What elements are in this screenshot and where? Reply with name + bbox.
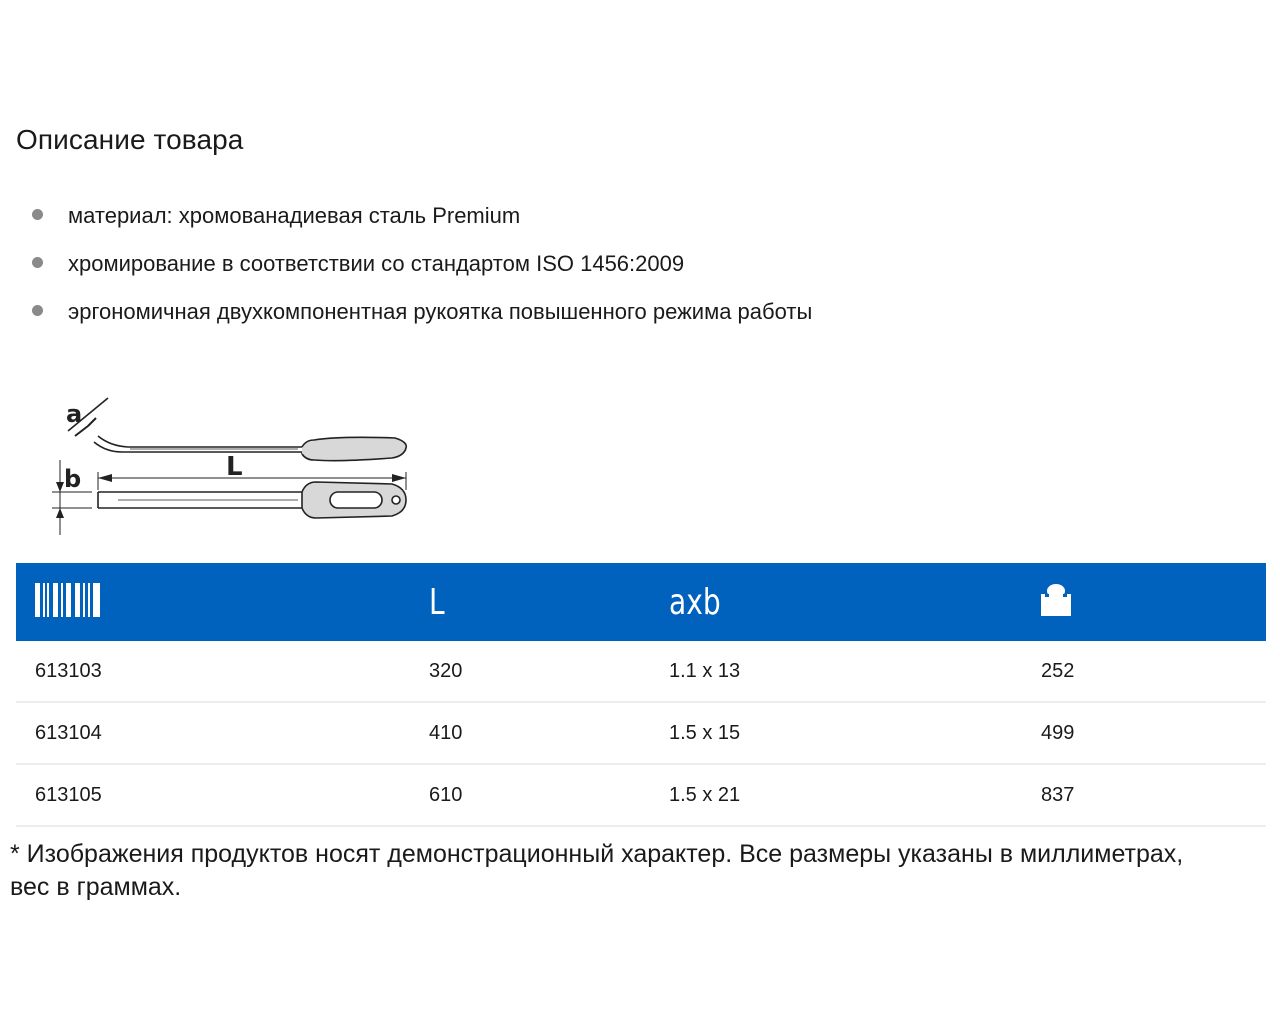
feature-text: эргономичная двухкомпонентная рукоятка повышенного режима работы	[68, 299, 813, 324]
cell-weight: 837	[1041, 764, 1266, 826]
header-length	[429, 563, 669, 641]
cell-length: 610	[429, 764, 669, 826]
feature-item	[30, 246, 812, 294]
tool-dimension-drawing	[40, 390, 420, 540]
barcode-icon	[35, 583, 101, 617]
cell-article: 613103	[16, 641, 429, 702]
bullet-icon	[32, 305, 43, 316]
weight-icon	[1041, 584, 1071, 616]
cell-length: 320	[429, 641, 669, 702]
table-row	[16, 764, 1266, 826]
cell-article: 613104	[16, 702, 429, 764]
bullet-icon	[32, 209, 43, 220]
table-row	[16, 641, 1266, 702]
feature-text: хромирование в соответствии со стандартом ISO 1456:2009	[68, 251, 685, 276]
header-weight	[1041, 563, 1266, 641]
footnote: * Изображения продуктов носят демонстрационный характер. Все размеры указаны в миллиметрах, вес в граммах.	[10, 840, 1184, 901]
dimension-label-l: L	[226, 452, 243, 482]
feature-list	[30, 198, 812, 342]
section-title: Описание товара	[16, 124, 244, 155]
cell-dimensions: 1.1 x 13	[669, 641, 1041, 702]
feature-item	[30, 294, 812, 342]
header-dimensions	[669, 563, 1041, 641]
dimension-label-a: a	[66, 400, 83, 428]
cell-article: 613105	[16, 764, 429, 826]
header-length-label: L	[429, 581, 445, 623]
table-row	[16, 702, 1266, 764]
bullet-icon	[32, 257, 43, 268]
spec-table	[16, 563, 1266, 827]
feature-item	[30, 198, 812, 246]
cell-dimensions: 1.5 x 15	[669, 702, 1041, 764]
header-article	[16, 563, 429, 641]
cell-dimensions: 1.5 x 21	[669, 764, 1041, 826]
dimension-label-b: b	[64, 465, 82, 493]
cell-weight: 252	[1041, 641, 1266, 702]
table-header-row	[16, 563, 1266, 641]
feature-text: материал: хромованадиевая сталь Premium	[68, 203, 521, 228]
cell-length: 410	[429, 702, 669, 764]
cell-weight: 499	[1041, 702, 1266, 764]
header-dimensions-label: axb	[669, 581, 721, 623]
